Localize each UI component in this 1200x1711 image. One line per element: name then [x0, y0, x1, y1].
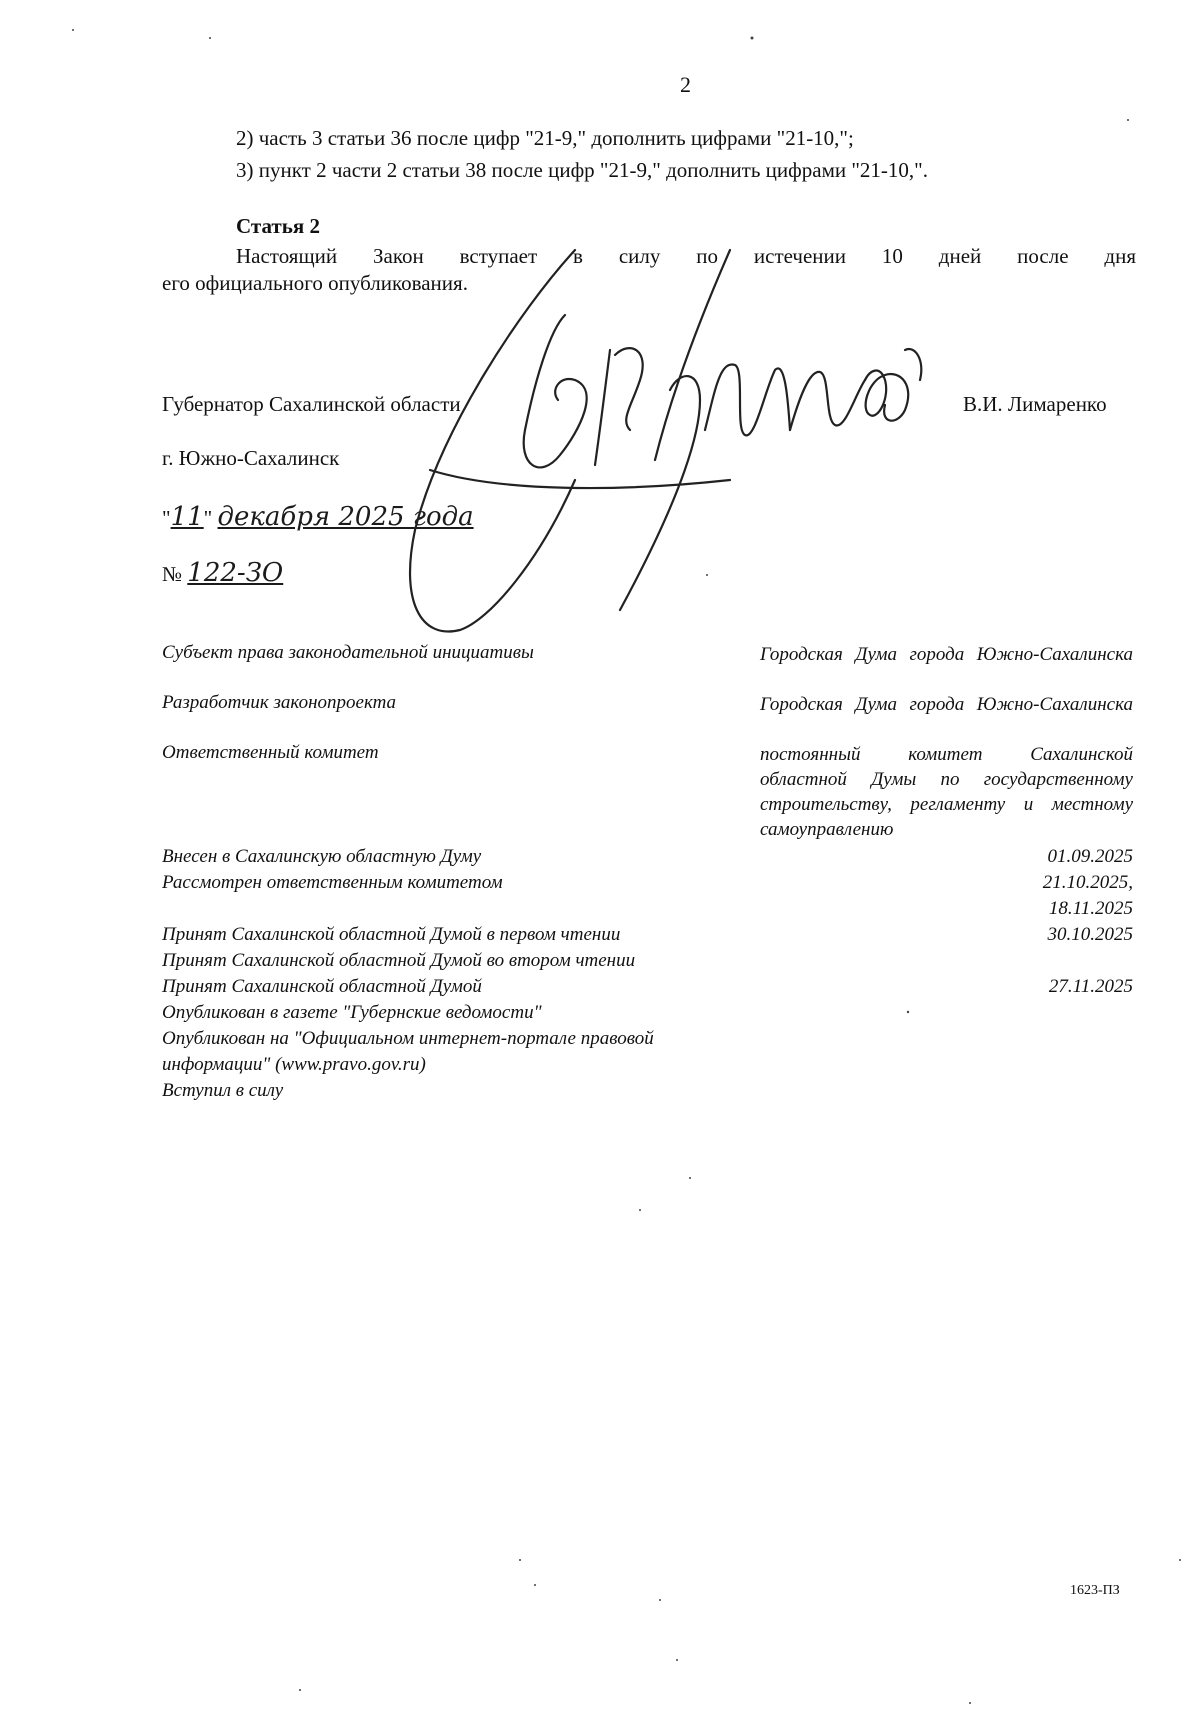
signing-place: г. Южно-Сахалинск: [162, 446, 340, 470]
meta-value-developer: Городская Дума города Южно-Сахалинска: [760, 694, 1133, 715]
history-date: 30.10.2025: [1047, 924, 1133, 945]
article-word: силу: [618, 244, 661, 268]
article-word: Закон: [373, 244, 424, 268]
history-date-second: 18.11.2025: [1048, 898, 1133, 919]
article-word: после: [1017, 244, 1069, 268]
article-word: вступает: [459, 244, 538, 268]
number-sign: №: [162, 562, 183, 586]
law-number: [162, 558, 283, 588]
article-word: 10: [881, 244, 903, 268]
date-day: 11: [170, 502, 204, 532]
amendment-item-3: 3) пункт 2 части 2 статьи 38 после цифр "21-9," дополнить цифрами "21-10,".: [236, 158, 928, 182]
history-label: Рассмотрен ответственным комитетом: [162, 872, 503, 893]
signatory-position: Губернатор Сахалинской области: [162, 392, 461, 416]
history-date: 01.09.2025: [1047, 846, 1133, 867]
history-label: Принят Сахалинской областной Думой: [162, 976, 482, 997]
history-date: 27.11.2025: [1048, 976, 1133, 997]
history-label: Вступил в силу: [162, 1080, 284, 1101]
article-word: по: [696, 244, 719, 268]
history-label: информации" (www.pravo.gov.ru): [162, 1054, 426, 1075]
law-number-value: 122-ЗО: [187, 558, 284, 588]
history-label: Принят Сахалинской областной Думой в первом чтении: [162, 924, 621, 945]
date-quote-close: ": [203, 506, 213, 530]
article-text-line-2: его официального опубликования.: [162, 271, 468, 295]
page-number: 2: [680, 72, 691, 97]
history-label: Принят Сахалинской областной Думой во втором чтении: [162, 950, 636, 971]
date-quote-open: ": [162, 506, 171, 530]
history-label-text: Опубликован на "Официальном интернет-портале правовой: [162, 1028, 654, 1049]
article-heading: Статья 2: [236, 214, 320, 238]
document-code: 1623-ПЗ: [1070, 1583, 1120, 1598]
meta-value-committee: постоянный комитет Сахалинской областной Думы по государственному строительству, регламенту и местному самоуправлению: [760, 744, 1133, 840]
meta-label-initiative: Субъект права законодательной инициативы: [162, 642, 534, 663]
meta-value-initiative: Городская Дума города Южно-Сахалинска: [760, 644, 1133, 665]
article-word: дней: [938, 244, 982, 268]
history-label: Внесен в Сахалинскую областную Думу: [162, 846, 482, 867]
history-label: Опубликован в газете "Губернские ведомости": [162, 1002, 542, 1023]
meta-label-committee: Ответственный комитет: [162, 742, 379, 763]
meta-label-developer: Разработчик законопроекта: [162, 692, 397, 713]
article-word: в: [573, 244, 583, 268]
article-word: истечении: [753, 244, 847, 268]
signatory-name: В.И. Лимаренко: [963, 392, 1107, 416]
amendment-item-2: 2) часть 3 статьи 36 после цифр "21-9," дополнить цифрами "21-10,";: [236, 126, 854, 150]
article-word: Настоящий: [236, 244, 338, 268]
handwritten-signature: [400, 230, 960, 650]
history-date: 21.10.2025,: [1042, 872, 1133, 893]
history-label: [162, 1028, 742, 1050]
date-month-year: декабря 2025 года: [217, 502, 474, 532]
article-word: дня: [1104, 244, 1136, 268]
